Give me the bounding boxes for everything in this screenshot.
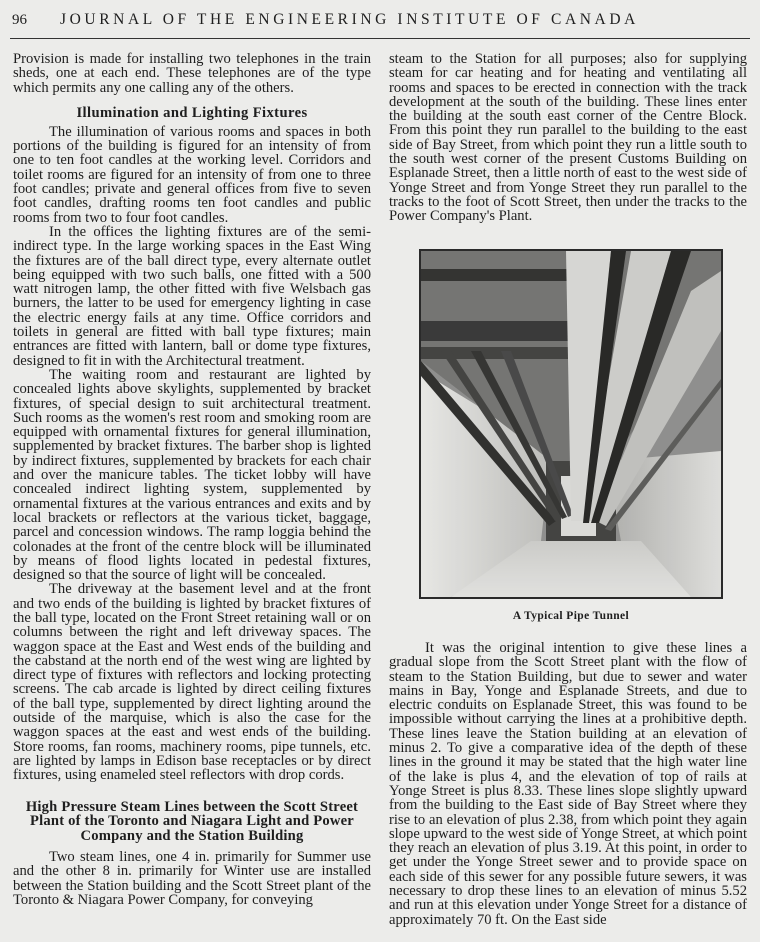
figure-caption: A Typical Pipe Tunnel <box>512 610 630 622</box>
paragraph-steam-route: steam to the Station for all purposes; also for supplying steam for car heating and for heating and ventilating all rooms and spaces to be erected in connection with the track development at the south of the building. These lines enter the building at the south east corner of the Centre Block. From this point they run parallel to the building to the east side of Bay Street, from which point they run a little south to the south west corner of the present Customs Building on Esplanade Street, then a little north of east to the west side of Yonge Street and from Yonge Street they run parallel to the tracks to the foot of Scott Street, then under the tracks to the Power Company's Plant. <box>389 51 747 225</box>
page-number: 96 <box>12 12 27 28</box>
left-column <box>13 52 371 907</box>
heading-steam-lines: High Pressure Steam Lines between the Scott Street Plant of the Toronto and Niagara Light and Power Company and the Station Building <box>25 798 359 844</box>
right-column-top <box>389 52 747 224</box>
paragraph-steam-lines: Two steam lines, one 4 in. primarily for Summer use and the other 8 in. primarily for Winter use are installed between the Station building and the Scott Street plant of the Toronto & Niagara Power Company, for conveying <box>13 849 371 908</box>
paragraph-telephones: Provision is made for installing two telephones in the train sheds, one at each end. These telephones are of the type which permits any one calling any of the others. <box>13 51 371 96</box>
pipe-tunnel-illustration <box>421 251 721 597</box>
paragraph-offices: In the offices the lighting fixtures are of the semi-indirect type. In the large working spaces in the East Wing the fixtures are of the ball direct type, every alternate outlet being equipped with two such balls, one fitted with a 500 watt nitrogen lamp, the other fitted with five Welsbach gas burners, the latter to be used for emergency lighting in case the electric energy fails at any time. Office corridors and toilets in general are fitted with ball type fixtures; main entrances are fitted with lantern, ball or dome type fixtures, designed to fit in with the Architectural treatment. <box>13 223 371 369</box>
page-header <box>12 10 750 36</box>
right-column-bottom <box>389 641 747 927</box>
photo-pipe-tunnel <box>419 249 723 599</box>
heading-lighting: Illumination and Lighting Fixtures <box>76 104 308 121</box>
paragraph-illumination: The illumination of various rooms and spaces in both portions of the building is figured for an intensity of from one to ten foot candles at the working level. Corridors and toilet rooms are figured for an intensity of from one to three foot candles; private and general offices from five to seven foot candles, drafting rooms ten foot candles and public rooms from two to four foot candles. <box>13 123 371 226</box>
header-rule <box>10 38 750 39</box>
journal-title: JOURNAL OF THE ENGINEERING INSTITUTE OF CANADA <box>60 11 639 28</box>
paragraph-driveway: The driveway at the basement level and at the front and two ends of the building is lighted by bracket fixtures of the ball type, located on the Front Street retaining wall or on columns between the right and left driveway spaces. The waggon space at the East and West ends of the building and the cabstand at the north end of the west wing are lighted by direct type of fixtures with reflectors and locking protecting screens. The cab arcade is lighted by direct ceiling fixtures of the ball type, supplemented by direct lighting around the outside of the marquise, which is also the case for the waggon spaces at the east and west ends of the building. Store rooms, fan rooms, machinery rooms, pipe tunnels, etc. are lighted by lamps in Edison base receptacles or by direct fixtures, using enameled steel reflectors with drop cords. <box>13 581 371 784</box>
paragraph-slope: It was the original intention to give these lines a gradual slope from the Scott Street plant with the flow of steam to the Station Building, but due to sewer and water mains in Bay, Yonge and Esplanade Streets, and due to electric conduits on Esplanade Street, this was found to be impossible without carrying the lines at a prohibitive depth. These lines leave the Station building at an elevation of minus 2. To give a comparative idea of the depth of these lines in the ground it may be stated that the high water line of the lake is plus 4, and the elevation of top of rails at Yonge Street is plus 8.33. These lines slope slightly upward from the building to the East side of Bay Street where they rise to an elevation of plus 2.38, from which point they again slope upward to the west side of Yonge Street, at which point they reach an elevation of plus 3.19. At this point, in order to get under the Yonge Street sewer and to provide space on each side of this sewer for any possible future sewers, it was necessary to drop these lines to an elevation of minus 5.52 and run at this elevation under Yonge Street for a distance of approximately 70 ft. On the East side <box>389 640 747 928</box>
paragraph-waiting-room: The waiting room and restaurant are lighted by concealed lights above skylights, supplemented by bracket fixtures, of special design to suit architectural treatment. Such rooms as the women's rest room and smoking room are equipped with ornamental fixtures for general illumination, supplemented by bracket fixtures. The barber shop is lighted by indirect fixtures, supplemented by brackets for each chair and over the manicure tables. The ticket lobby will have concealed indirect lighting system, supplemented by ornamental fixtures at the various entrances and exits and by local brackets or reflectors at the various ticket, baggage, parcel and concession windows. The ramp loggia behind the colonades at the front of the centre block will be illuminated by means of flood lights located in pedestal fixtures, designed so that the source of light will be concealed. <box>13 366 371 584</box>
